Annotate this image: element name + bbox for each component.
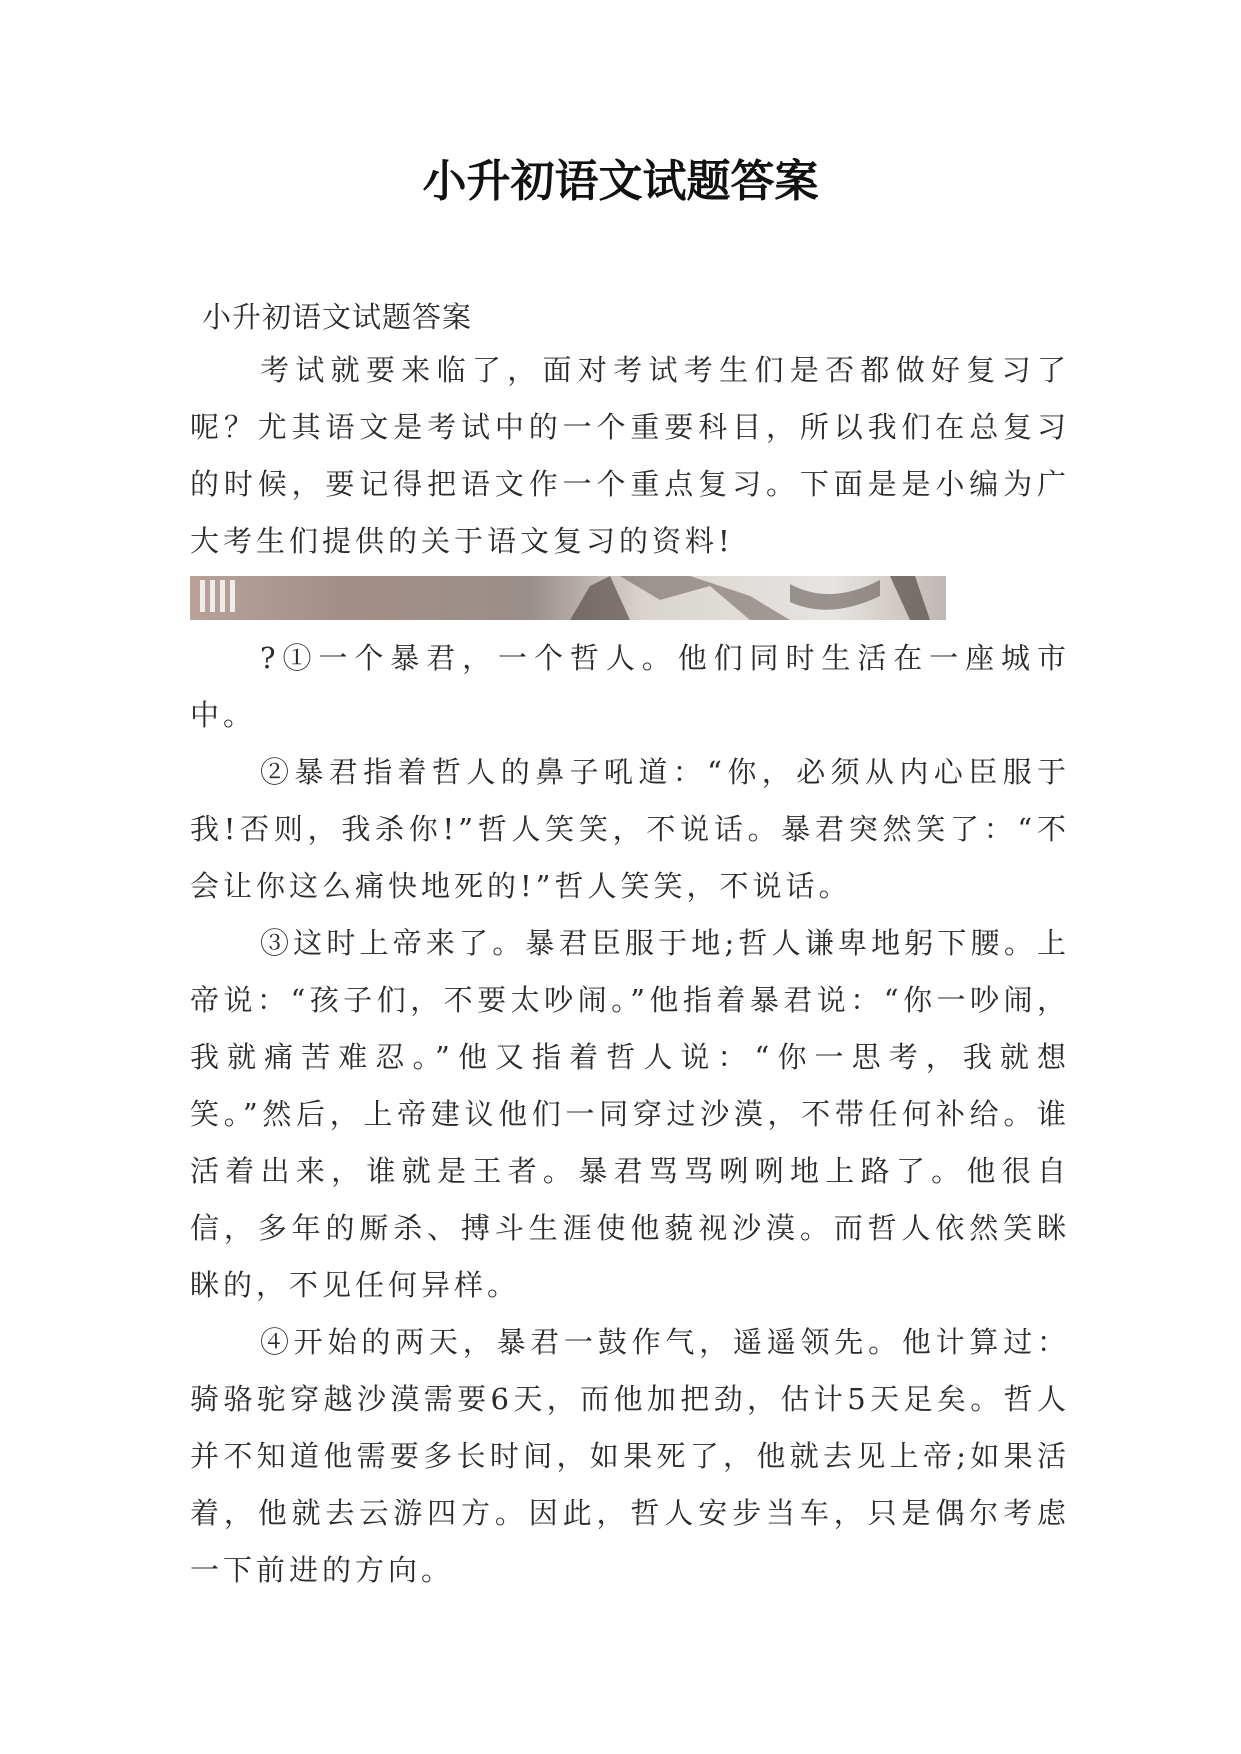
story-paragraph-3: ③这时上帝来了。暴君臣服于地;哲人谦卑地躬下腰。上帝说：“孩子们，不要太吵闹。”他指着暴君说：“你一吵闹，我就痛苦难忍。”他又指着哲人说：“你一思考，我就想笑。”然后，上帝建议他们一同穿过沙漠，不带任何补给。谁活着出来，谁就是王者。暴君骂骂咧咧地上路了。他很自信，多年的厮杀、搏斗生涯使他藐视沙漠。而哲人依然笑眯眯的，不见任何异样。 <box>190 926 1070 1302</box>
document-body <box>190 292 1070 1599</box>
illustration-image <box>190 576 946 620</box>
story-paragraph-2: ②暴君指着哲人的鼻子吼道：“你，必须从内心臣服于我!否则，我杀你!”哲人笑笑，不说话。暴君突然笑了：“不会让你这么痛快地死的!”哲人笑笑，不说话。 <box>190 755 1070 903</box>
intro-paragraph: 考试就要来临了，面对考试考生们是否都做好复习了呢？尤其语文是考试中的一个重要科目，所以我们在总复习的时候，要记得把语文作一个重点复习。下面是是小编为广大考生们提供的关于语文复习的资料! <box>190 353 1070 558</box>
document-title: 小升初语文试题答案 <box>422 156 819 207</box>
story-paragraph-4: ④开始的两天，暴君一鼓作气，遥遥领先。他计算过：骑骆驼穿越沙漠需要6天，而他加把劲，估计5天足矣。哲人并不知道他需要多长时间，如果死了，他就去见上帝;如果活着，他就去云游四方。因此，哲人安步当车，只是偶尔考虑一下前进的方向。 <box>190 1325 1070 1587</box>
story-paragraph-1: ?①一个暴君，一个哲人。他们同时生活在一座城市中。 <box>190 641 1070 732</box>
document-subtitle: 小升初语文试题答案 <box>202 300 473 334</box>
